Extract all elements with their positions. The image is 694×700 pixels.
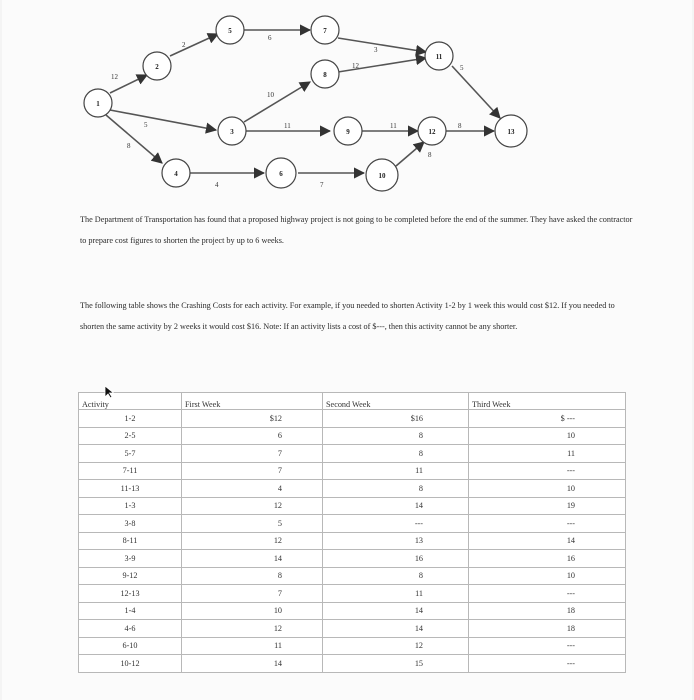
node-1 bbox=[84, 89, 112, 117]
table-row bbox=[79, 655, 626, 673]
cell-activity: 5-7 bbox=[79, 445, 182, 463]
edge-10-12 bbox=[396, 142, 424, 166]
cell-first-week: 14 bbox=[182, 550, 323, 568]
cell-second-week: 13 bbox=[323, 532, 469, 550]
cell-second-week: 8 bbox=[323, 567, 469, 585]
node-3 bbox=[218, 117, 246, 145]
edge-label-6-10: 7 bbox=[320, 181, 324, 189]
edge-label-3-9: 11 bbox=[284, 122, 291, 130]
edge-label-3-8: 10 bbox=[267, 91, 274, 99]
svg-text:12: 12 bbox=[428, 128, 436, 136]
header-third-week: Third Week bbox=[469, 393, 626, 410]
table-body bbox=[79, 410, 626, 673]
edge-2-5 bbox=[170, 34, 218, 56]
svg-text:2: 2 bbox=[155, 63, 159, 71]
cell-first-week: 12 bbox=[182, 620, 323, 638]
svg-text:3: 3 bbox=[230, 128, 234, 136]
cell-activity: 3-9 bbox=[79, 550, 182, 568]
edge-label-1-2: 12 bbox=[111, 73, 118, 81]
cell-activity: 1-2 bbox=[79, 410, 182, 428]
cell-activity: 1-4 bbox=[79, 602, 182, 620]
svg-text:11: 11 bbox=[435, 53, 443, 61]
cell-third-week: --- bbox=[469, 462, 626, 480]
node-10 bbox=[366, 159, 398, 191]
edge-7-11 bbox=[338, 38, 426, 52]
node-5 bbox=[216, 16, 244, 44]
svg-text:4: 4 bbox=[174, 170, 178, 178]
node-6 bbox=[266, 158, 296, 188]
node-4 bbox=[162, 159, 190, 187]
cell-first-week: 7 bbox=[182, 585, 323, 603]
cell-first-week: 6 bbox=[182, 427, 323, 445]
cell-second-week: 8 bbox=[323, 445, 469, 463]
cell-second-week: --- bbox=[323, 515, 469, 533]
edge-label-4-6: 4 bbox=[215, 181, 219, 189]
table-row bbox=[79, 410, 626, 428]
edge-1-4 bbox=[106, 115, 162, 163]
svg-text:7: 7 bbox=[323, 27, 327, 35]
cell-third-week: 18 bbox=[469, 602, 626, 620]
table-row bbox=[79, 480, 626, 498]
cell-first-week: 11 bbox=[182, 637, 323, 655]
cell-activity: 12-13 bbox=[79, 585, 182, 603]
cell-second-week: 15 bbox=[323, 655, 469, 673]
instructions-paragraph: The following table shows the Crashing Costs for each activity. For example, if you needed to shorten Activity 1-2 by 1 week this would cost $12. If you needed to shorten the same activity by 2 weeks it would cost $16. Note: If an activity lists a cost of $---, then this activity cannot be any shorter. bbox=[80, 301, 615, 332]
table-row bbox=[79, 445, 626, 463]
document-page bbox=[2, 0, 692, 700]
table-row bbox=[79, 550, 626, 568]
cell-activity: 3-8 bbox=[79, 515, 182, 533]
cell-first-week: 4 bbox=[182, 480, 323, 498]
cell-first-week: 10 bbox=[182, 602, 323, 620]
cell-third-week: --- bbox=[469, 585, 626, 603]
svg-text:8: 8 bbox=[323, 71, 327, 79]
cell-second-week: 12 bbox=[323, 637, 469, 655]
svg-text:1: 1 bbox=[96, 100, 100, 108]
node-8 bbox=[311, 60, 339, 88]
cell-second-week: 8 bbox=[323, 480, 469, 498]
node-9 bbox=[334, 117, 362, 145]
table-row bbox=[79, 462, 626, 480]
edge-label-12-13: 8 bbox=[458, 122, 462, 130]
cell-third-week: 10 bbox=[469, 427, 626, 445]
edge-label-10-12: 8 bbox=[428, 151, 432, 159]
table-row bbox=[79, 620, 626, 638]
table-row bbox=[79, 637, 626, 655]
svg-text:6: 6 bbox=[279, 170, 283, 178]
edge-11-13 bbox=[452, 66, 500, 118]
cell-third-week: $ --- bbox=[469, 410, 626, 428]
table-row bbox=[79, 602, 626, 620]
cell-second-week: $16 bbox=[323, 410, 469, 428]
network-diagram bbox=[2, 0, 692, 200]
intro-paragraph: The Department of Transportation has found that a proposed highway project is not going to be completed before the end of the summer. They have asked the contractor to prepare cost figures to shorten the project by up to 6 weeks. bbox=[80, 215, 633, 246]
cell-first-week: 8 bbox=[182, 567, 323, 585]
cell-third-week: 19 bbox=[469, 497, 626, 515]
cell-third-week: 16 bbox=[469, 550, 626, 568]
cell-third-week: 14 bbox=[469, 532, 626, 550]
cell-second-week: 14 bbox=[323, 620, 469, 638]
table-row bbox=[79, 567, 626, 585]
table-row bbox=[79, 585, 626, 603]
svg-text:13: 13 bbox=[507, 128, 515, 136]
cell-activity: 10-12 bbox=[79, 655, 182, 673]
cell-second-week: 14 bbox=[323, 602, 469, 620]
cell-second-week: 11 bbox=[323, 585, 469, 603]
cell-activity: 7-11 bbox=[79, 462, 182, 480]
cell-first-week: 12 bbox=[182, 497, 323, 515]
cell-third-week: 10 bbox=[469, 567, 626, 585]
table-header-row bbox=[79, 393, 626, 410]
cell-third-week: --- bbox=[469, 637, 626, 655]
header-activity: Activity bbox=[79, 393, 182, 410]
edge-1-3 bbox=[110, 110, 216, 130]
header-first-week: First Week bbox=[182, 393, 323, 410]
table-row bbox=[79, 497, 626, 515]
edge-label-2-5: 2 bbox=[182, 41, 186, 49]
cell-third-week: 10 bbox=[469, 480, 626, 498]
cell-activity: 4-6 bbox=[79, 620, 182, 638]
edge-label-1-4: 8 bbox=[127, 142, 131, 150]
edge-label-11-13: 5 bbox=[460, 64, 464, 72]
table-row bbox=[79, 515, 626, 533]
cell-second-week: 16 bbox=[323, 550, 469, 568]
cell-activity: 9-12 bbox=[79, 567, 182, 585]
cell-first-week: 7 bbox=[182, 445, 323, 463]
cell-first-week: 14 bbox=[182, 655, 323, 673]
cell-second-week: 8 bbox=[323, 427, 469, 445]
edge-label-7-11: 3 bbox=[374, 46, 378, 54]
node-2 bbox=[143, 52, 171, 80]
cell-first-week: $12 bbox=[182, 410, 323, 428]
cell-third-week: 11 bbox=[469, 445, 626, 463]
edge-label-1-3: 5 bbox=[144, 121, 148, 129]
svg-text:5: 5 bbox=[228, 27, 232, 35]
cell-second-week: 14 bbox=[323, 497, 469, 515]
cell-activity: 11-13 bbox=[79, 480, 182, 498]
cell-third-week: --- bbox=[469, 655, 626, 673]
cell-activity: 6-10 bbox=[79, 637, 182, 655]
edge-3-8 bbox=[244, 82, 310, 122]
node-11 bbox=[425, 42, 453, 70]
cell-activity: 2-5 bbox=[79, 427, 182, 445]
cell-first-week: 12 bbox=[182, 532, 323, 550]
svg-text:9: 9 bbox=[346, 128, 350, 136]
cell-third-week: 18 bbox=[469, 620, 626, 638]
svg-text:10: 10 bbox=[378, 172, 386, 180]
edge-label-5-7: 6 bbox=[268, 34, 272, 42]
cell-second-week: 11 bbox=[323, 462, 469, 480]
edge-label-8-11: 12 bbox=[352, 62, 359, 70]
cell-activity: 1-3 bbox=[79, 497, 182, 515]
cell-first-week: 7 bbox=[182, 462, 323, 480]
cell-third-week: --- bbox=[469, 515, 626, 533]
node-7 bbox=[311, 16, 339, 44]
cell-activity: 8-11 bbox=[79, 532, 182, 550]
edge-label-9-12: 11 bbox=[390, 122, 397, 130]
mouse-pointer-icon bbox=[104, 385, 116, 399]
header-second-week: Second Week bbox=[323, 393, 469, 410]
table-row bbox=[79, 427, 626, 445]
cell-first-week: 5 bbox=[182, 515, 323, 533]
table-row bbox=[79, 532, 626, 550]
node-13 bbox=[495, 115, 527, 147]
node-12 bbox=[418, 117, 446, 145]
crashing-costs-table bbox=[78, 392, 626, 673]
